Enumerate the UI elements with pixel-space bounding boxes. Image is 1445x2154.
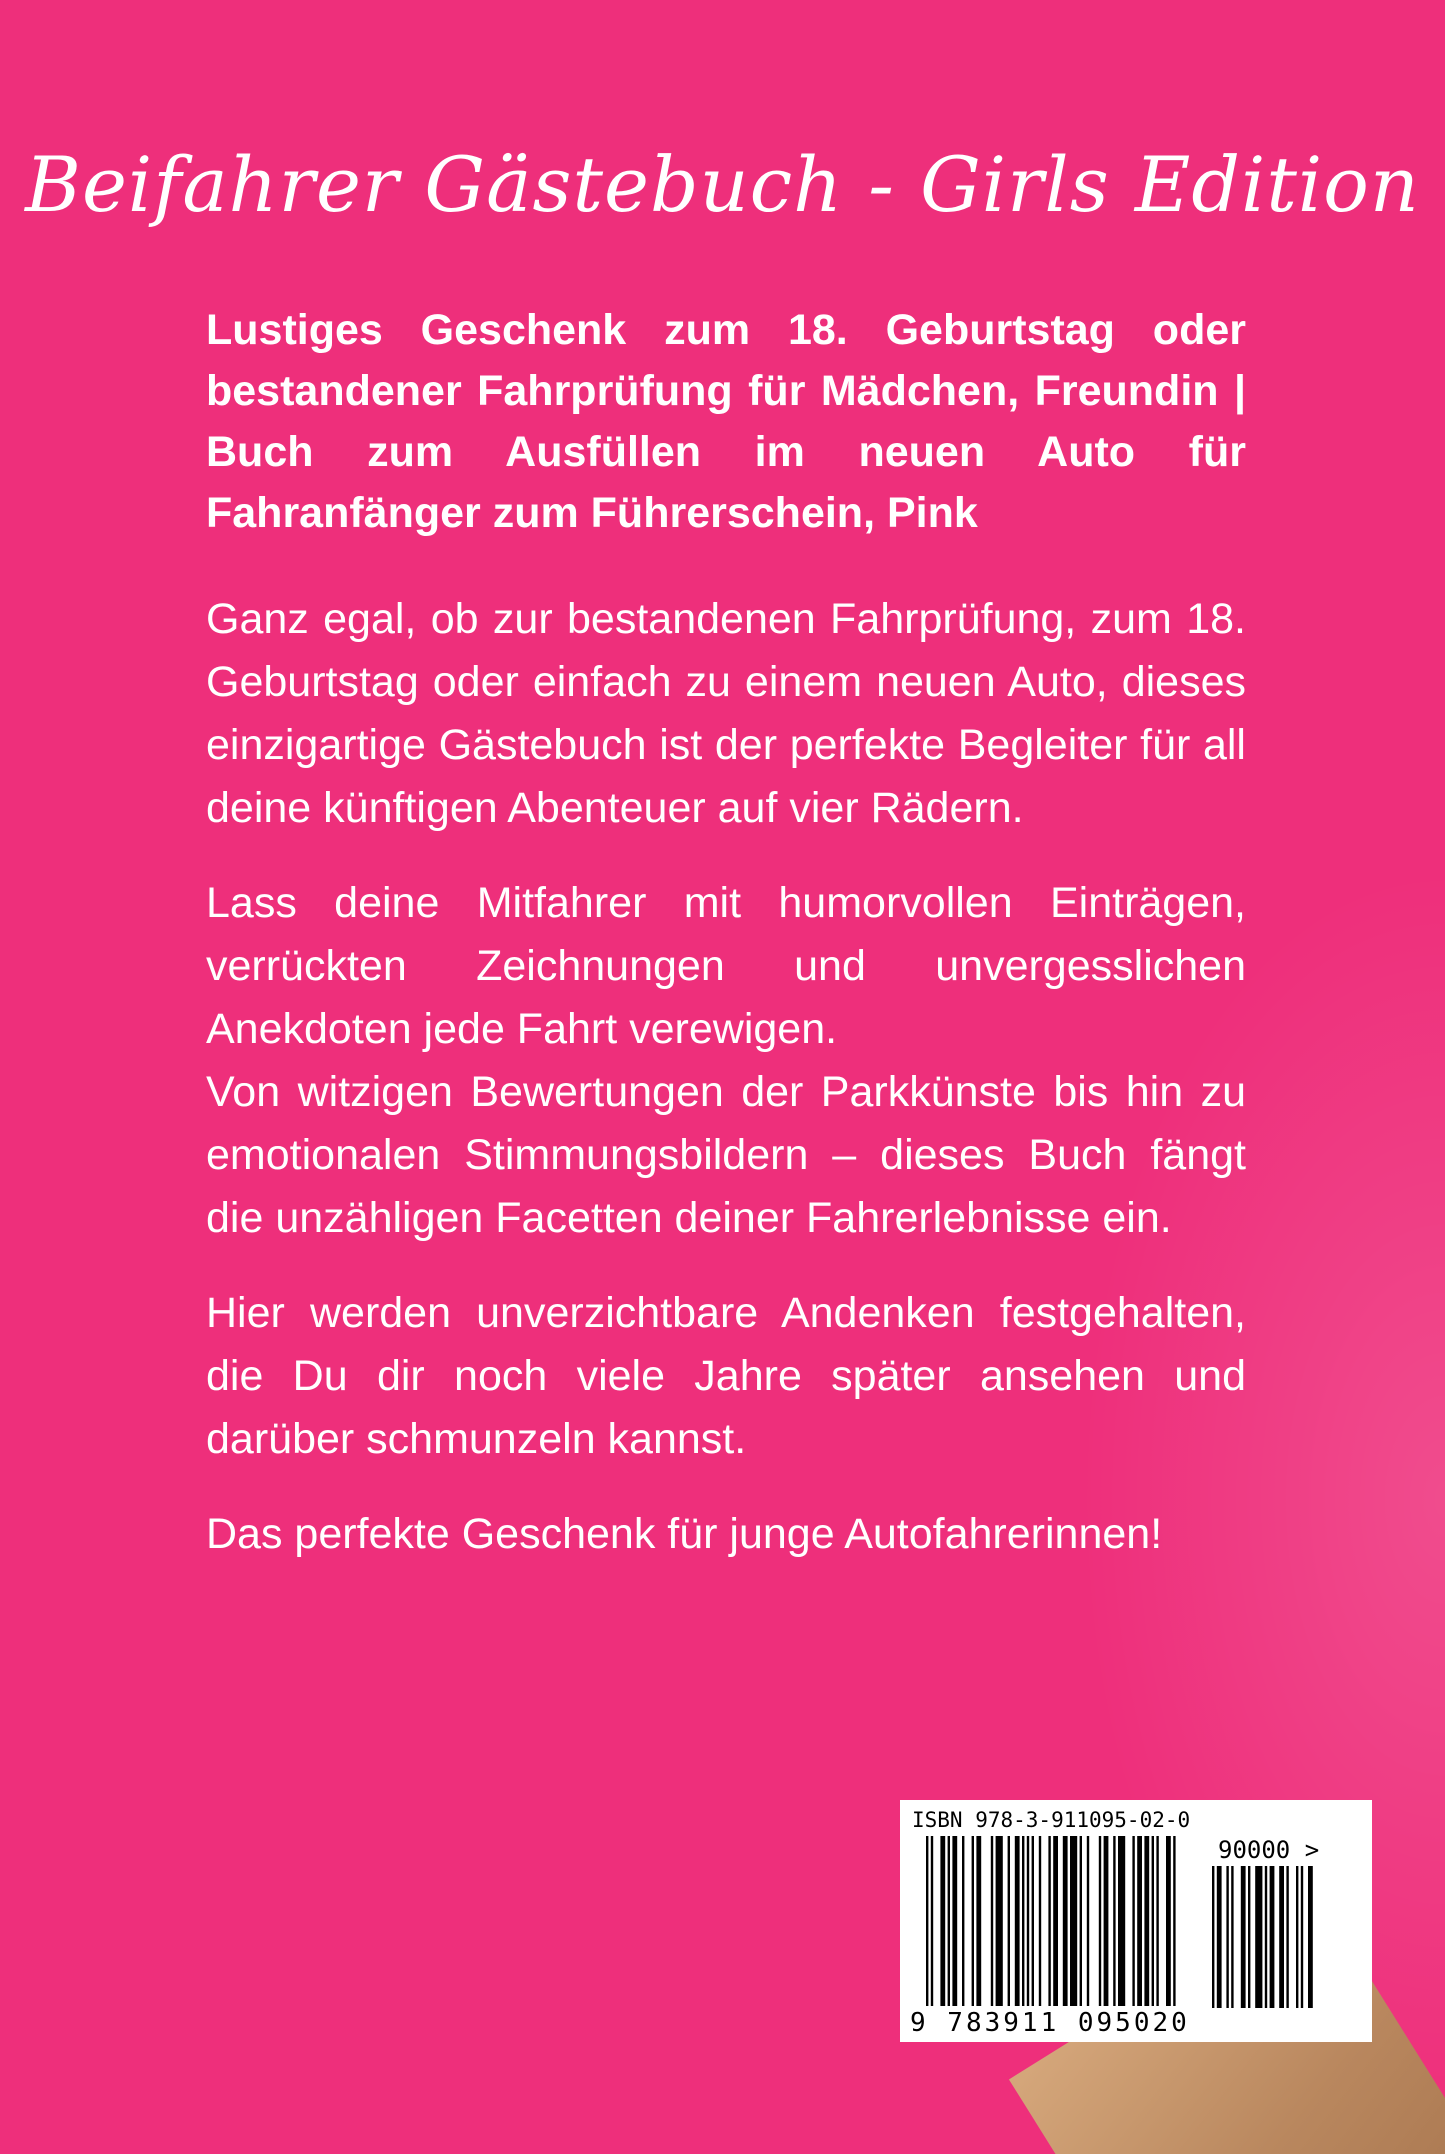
barcode-bar <box>1152 1836 1154 2006</box>
barcode-bar <box>1048 1836 1050 2006</box>
addon-digits: 90000 > <box>1218 1836 1320 1864</box>
barcode-bar <box>1156 1836 1158 2006</box>
barcode-bar <box>1226 1866 1228 2008</box>
barcode-bar <box>1270 1866 1275 2008</box>
barcode-bar <box>1248 1866 1250 2008</box>
book-subtitle: Lustiges Geschenk zum 18. Geburtstag oder bestandener Fahrprüfung für Mädchen, Freundin | Buch zum Ausfüllen im neuen Auto für Fahranfänger zum Führerschein, Pink <box>206 306 1246 537</box>
barcode-bar <box>952 1836 957 2006</box>
description-paragraph: Lass deine Mitfahrer mit humorvollen Einträgen, verrückten Zeichnungen und unvergesslichen Anekdoten jede Fahrt verewigen. <box>206 879 1246 1053</box>
barcode-bar <box>1301 1866 1303 2008</box>
barcode-bar <box>1113 1836 1115 2006</box>
barcode-bar <box>1070 1836 1077 2006</box>
barcode-bar <box>1166 1836 1171 2006</box>
barcode-bar <box>1231 1866 1233 2008</box>
description-paragraph: Das perfekte Geschenk für junge Autofahrerinnen! <box>206 1510 1163 1558</box>
barcode-bar <box>1212 1866 1214 2008</box>
description <box>206 588 1246 1598</box>
barcode-bar <box>962 1836 964 2006</box>
barcode-bar <box>976 1836 981 2006</box>
barcode-bar <box>1137 1836 1142 2006</box>
barcode-bar <box>1015 1836 1020 2006</box>
barcode-bar <box>1132 1836 1134 2006</box>
barcode-bar <box>1173 1836 1175 2006</box>
addon-barcode <box>1212 1866 1352 2008</box>
barcode-bar <box>1027 1836 1029 2006</box>
barcode-bar <box>1296 1866 1298 2008</box>
barcode-bar <box>1104 1836 1109 2006</box>
barcode-bar <box>1217 1866 1222 2008</box>
isbn-label: ISBN 978-3-911095-02-0 <box>912 1808 1191 1832</box>
barcode-bar <box>1144 1836 1149 2006</box>
barcode-bar <box>996 1836 1003 2006</box>
ean-barcode <box>926 1836 1210 2008</box>
barcode-bar <box>1118 1836 1125 2006</box>
barcode-bar <box>1063 1836 1068 2006</box>
barcode-bar <box>1032 1836 1034 2006</box>
barcode-bar <box>1279 1866 1284 2008</box>
barcode-bar <box>948 1836 950 2006</box>
barcode-bar <box>1039 1836 1041 2006</box>
description-paragraph: Hier werden unverzichtbare Andenken festgehalten, die Du dir noch viele Jahre später ansehen und darüber schmunzeln kannst. <box>206 1289 1246 1463</box>
barcode-bar <box>1087 1836 1089 2006</box>
barcode-bar <box>1265 1866 1267 2008</box>
barcode-bar <box>1308 1866 1313 2008</box>
barcode-bar <box>1241 1866 1246 2008</box>
barcode-bar <box>1053 1836 1058 2006</box>
barcode-bar <box>931 1836 933 2006</box>
barcode-bar <box>940 1836 945 2006</box>
barcode-bar <box>1080 1836 1082 2006</box>
barcode-bar <box>1286 1866 1288 2008</box>
ean-digits: 9 783911 095020 <box>910 2008 1190 2038</box>
barcode-bar <box>972 1836 974 2006</box>
barcode-box <box>900 1800 1372 2042</box>
barcode-bar <box>1255 1866 1262 2008</box>
barcode-bar <box>1008 1836 1010 2006</box>
barcode-bar <box>991 1836 993 2006</box>
barcode-bar <box>926 1836 928 2006</box>
description-paragraph: Von witzigen Bewertungen der Parkkünste bis hin zu emotionalen Stimmungsbildern – dieses Buch fängt die unzähligen Facetten deiner Fahrerlebnisse ein. <box>206 1068 1246 1242</box>
barcode-bar <box>1099 1836 1101 2006</box>
book-title: Beifahrer Gästebuch - Girls Edition <box>25 140 1420 229</box>
barcode-bar <box>1022 1836 1024 2006</box>
description-paragraph: Ganz egal, ob zur bestandenen Fahrprüfung, zum 18. Geburtstag oder einfach zu einem neuen Auto, dieses einzigartige Gästebuch ist der perfekte Begleiter für all deine künftigen Abenteuer auf vier Rädern. <box>206 595 1246 832</box>
